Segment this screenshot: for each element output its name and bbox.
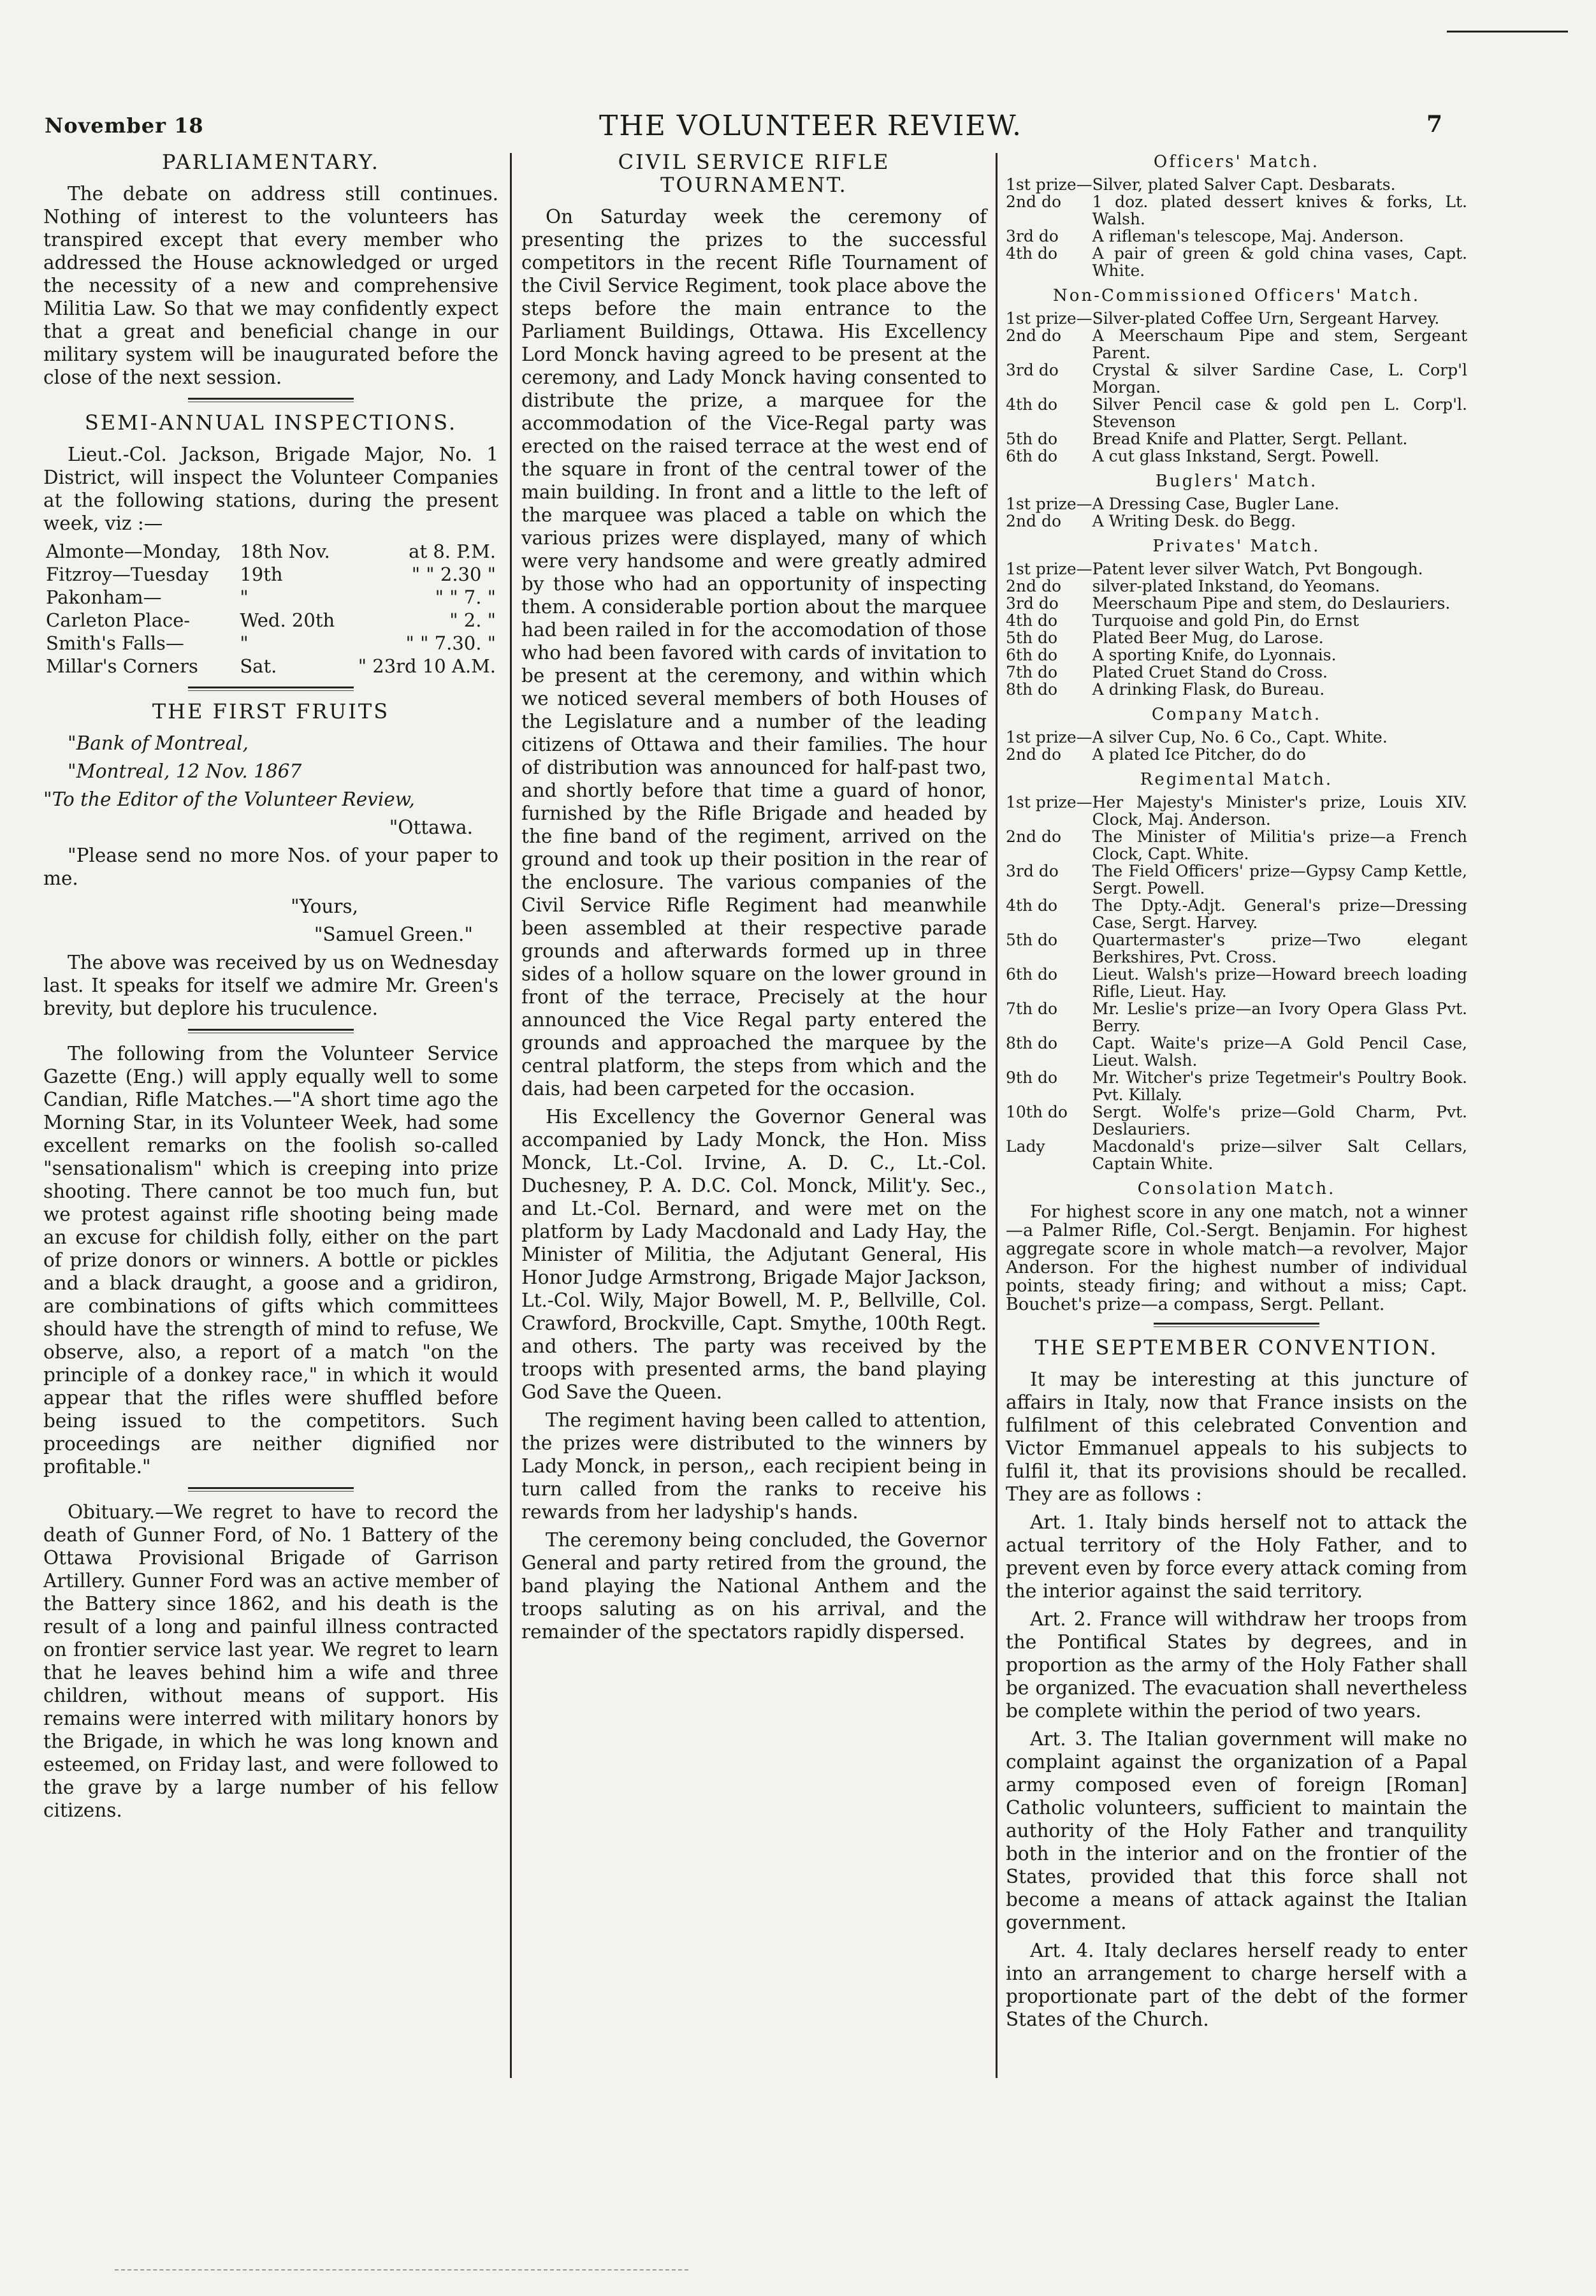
letter-line: "To the Editor of the Volunteer Review, (43, 788, 415, 810)
separator (188, 1487, 354, 1492)
match-heading: Officers' Match. (1153, 152, 1320, 171)
prize-description: Mr. Leslie's prize—an Ivory Opera Glass Pvt. Berry. (1092, 999, 1467, 1035)
column-divider-1 (510, 153, 512, 2078)
prize-rank: 2nd do (1006, 326, 1062, 345)
tournament-paragraph: The ceremony being concluded, the Governor General and party retired from the ground, the band playing the National Anthem and the troops saluting as on his arrival, and the remainder of the spectators rapidly dispersed. (521, 1529, 987, 1643)
convention-article: Art. 3. The Italian government will make no complaint against the organization of a Papal army composed even of foreign [Roman] Catholic volunteers, sufficient to maintain the authority of the Holy Father and tranquility both in the interior and on the frontier of the States, provided that this force shall not become a means of attack against the Italian government. (1006, 1728, 1467, 1933)
prize-rank: 1st prize— (1006, 175, 1092, 194)
prize-row (1006, 729, 1467, 746)
prize-rank: 6th do (1006, 965, 1058, 984)
prize-description: A silver Cup, No. 6 Co., Capt. White. (1092, 728, 1388, 746)
prize-description: A Writing Desk. do Begg. (1092, 512, 1296, 530)
prize-description: Crystal & silver Sardine Case, L. Corp'l Morgan. (1092, 361, 1467, 396)
separator (188, 1029, 354, 1033)
prize-description: Quartermaster's prize—Two elegant Berkshires, Pvt. Cross. (1092, 931, 1467, 966)
prize-lists (1006, 150, 1467, 1172)
prize-row (1006, 512, 1467, 530)
prize-description: Lieut. Walsh's prize—Howard breech loading Rifle, Lieut. Hay. (1092, 965, 1467, 1001)
prize-rank: 4th do (1006, 896, 1058, 915)
prize-rank: 10th do (1006, 1103, 1068, 1121)
prize-row (1006, 361, 1467, 396)
prize-description: Mr. Witcher's prize Tegetmeir's Poultry Book. Pvt. Killaly. (1092, 1068, 1467, 1104)
first-fruits-heading: THE FIRST FRUITS (152, 699, 390, 723)
prize-row (1006, 595, 1467, 612)
prize-row (1006, 396, 1467, 430)
schedule-row: Millar's Corners Sat. " 23rd 10 A.M. (46, 655, 496, 677)
prize-description: Meerschaum Pipe and stem, do Deslauriers. (1092, 594, 1451, 613)
prize-row (1006, 681, 1467, 698)
prize-table (1006, 176, 1467, 279)
prize-rank: 9th do (1006, 1068, 1058, 1087)
prize-rank: 1st prize— (1006, 309, 1092, 328)
prize-rank: 3rd do (1006, 361, 1059, 379)
prize-row (1006, 228, 1467, 245)
prize-description: silver-plated Inkstand, do Yeomans. (1092, 577, 1381, 595)
prize-rank: 8th do (1006, 680, 1058, 699)
prize-rank: 5th do (1006, 628, 1058, 647)
prize-row (1006, 447, 1467, 465)
prize-rank: 5th do (1006, 931, 1058, 949)
prize-row (1006, 495, 1467, 512)
prize-description: Silver Pencil case & gold pen L. Corp'l. Stevenson (1092, 395, 1467, 431)
parliamentary-heading: PARLIAMENTARY. (162, 150, 380, 174)
parliamentary-body: The debate on address still continues. Nothing of interest to the volunteers has transpired except that every member who addressed the House acknowledged or urged the necessity of a new and comprehensive Militia Law. So that we may confidently expect that a great and beneficial change in our military system will be inaugurated before the close of the next session. (43, 183, 498, 388)
schedule-row: Pakonham— " " " 7. " (46, 586, 496, 608)
schedule-row: Fitzroy—Tuesday 19th " " 2.30 " (46, 563, 496, 585)
convention-article: Art. 4. Italy declares herself ready to enter into an arrangement to charge herself with a proportionate part of the debt of the former States of the Church. (1006, 1940, 1467, 2030)
first-fruits-comment: The above was received by us on Wednesday last. It speaks for itself we admire Mr. Green's brevity, but deplore his truculence. (43, 952, 498, 1019)
prize-row (1006, 1069, 1467, 1103)
prize-row (1006, 1103, 1467, 1138)
prize-rank: 3rd do (1006, 594, 1059, 613)
prize-row (1006, 578, 1467, 595)
top-rule (1447, 31, 1568, 33)
prize-row (1006, 560, 1467, 578)
prize-row (1006, 310, 1467, 327)
letter-line: "Yours, (291, 896, 358, 917)
prize-table (1006, 310, 1467, 465)
prize-rank: 2nd do (1006, 512, 1062, 530)
prize-row (1006, 646, 1467, 664)
prize-description: Sergt. Wolfe's prize—Gold Charm, Pvt. Deslauriers. (1092, 1103, 1467, 1138)
prize-row (1006, 430, 1467, 447)
issue-date: November 18 (45, 113, 204, 138)
separator (188, 687, 354, 691)
separator (1154, 1323, 1319, 1327)
prize-rank: 2nd do (1006, 577, 1062, 595)
prize-description: A Dressing Case, Bugler Lane. (1092, 495, 1340, 513)
prize-description: A rifleman's telescope, Maj. Anderson. (1092, 227, 1404, 245)
prize-description: Plated Cruet Stand do Cross. (1092, 663, 1328, 681)
convention-heading: THE SEPTEMBER CONVENTION. (1034, 1335, 1439, 1360)
match-heading: Company Match. (1151, 705, 1322, 724)
prize-row (1006, 327, 1467, 361)
prize-row (1006, 664, 1467, 681)
prize-description: Her Majesty's Minister's prize, Louis XIV. Clock, Maj. Anderson. (1092, 793, 1467, 829)
prize-rank: 4th do (1006, 611, 1058, 630)
prize-row (1006, 176, 1467, 193)
letter-line: "Montreal, 12 Nov. 1867 (68, 760, 302, 782)
prize-row (1006, 629, 1467, 646)
prize-row (1006, 897, 1467, 931)
match-heading: Buglers' Match. (1155, 472, 1318, 491)
schedule-row: Smith's Falls— " " " 7.30. " (46, 632, 496, 654)
prize-description: Macdonald's prize—silver Salt Cellars, Captain White. (1092, 1137, 1467, 1173)
prize-row (1006, 828, 1467, 862)
inspection-schedule (43, 540, 498, 678)
prize-row (1006, 966, 1467, 1000)
prize-rank: 8th do (1006, 1034, 1058, 1052)
tournament-paragraph: His Excellency the Governor General was accompanied by Lady Monck, the Hon. Miss Monck, Lt.-Col. Irvine, A. D. C., Lt.-Col. Duchesney, P. A. D.C. Col. Monck, Milit'y. Sec., and Lt.-Col. Bernard, and were met on the platform by Lady Macdonald and Lady Hay, the Minister of Militia, the Adjutant General, His Honor Judge Armstrong, Brigade Major Jackson, Lt.-Col. Wily, Major Bowell, M. P., Bellville, Col. Crawford, Brockville, Capt. Smythe, 100th Regt. and others. The party was received by the troops with presented arms, the band playing God Save the Queen. (521, 1106, 987, 1403)
newspaper-title: THE VOLUNTEER REVIEW. (599, 110, 1023, 142)
tournament-paragraph: On Saturday week the ceremony of presenting the prizes to the successful competitors in the recent Rifle Tournament of the Civil Service Regiment, took place above the steps before the main entrance to the Parliament Buildings, Ottawa. His Excellency Lord Monck having agreed to be present at the ceremony, and Lady Monck having consented to distribute the prize, a marquee for the accommodation of the Vice-Regal party was erected on the raised terrace at the west end of the square in front of the central tower of the main building. In front and a little to the left of the marquee was placed a table on which the various prizes were displayed, many of which were very handsome and were greatly admired by those who had an opportunity of inspecting them. A considerable portion about the marquee had been railed in for the accomodation of those who had been favored with cards of invitation to be present at the ceremony, and within which we noticed several members of both Houses of the Legislature and a number of the leading citizens of Ottawa and their families. The hour of distribution was announced for half-past two, and shortly before that time a guard of honor, furnished by the Rifle Brigade and headed by the fine band of the regiment, arrived on the ground and took up their position in the rear of the enclosure. The various companies of the Civil Service Rifle Regiment had meanwhile been assembled at their respective parade grounds and afterwards formed up in three sides of a hollow square on the lower ground in front of the terrace, Precisely at the hour announced the Vice Regal party entered the grounds and approached the marquee by the central platform, the steps from which and the dais, had been carpeted for the occasion. (521, 206, 987, 1100)
prize-rank: 4th do (1006, 395, 1058, 414)
column-2 (521, 145, 987, 1648)
prize-rank: 1st prize— (1006, 560, 1092, 578)
prize-rank: 3rd do (1006, 227, 1059, 245)
prize-description: The Dpty.-Adjt. General's prize—Dressing Case, Sergt. Harvey. (1092, 896, 1467, 932)
column-divider-2 (996, 153, 998, 2078)
prize-row (1006, 612, 1467, 629)
inspections-intro: Lieut.-Col. Jackson, Brigade Major, No. 1 District, will inspect the Volunteer Companies at the following stations, during the present week, viz :— (43, 444, 498, 534)
column-3 (1006, 145, 1467, 2036)
letter-line: "Ottawa. (389, 817, 473, 838)
prize-rank: 3rd do (1006, 862, 1059, 880)
gazette-article: The following from the Volunteer Service Gazette (Eng.) will apply equally well to some Candian, Rifle Matches.—"A short time ago the Morning Star, in its Volunteer Week, had some excellent remarks on the foolish so-called "sensationalism" which is creeping into prize shooting. There cannot be too much fun, but we protest against rifle shooting being made an excuse for childish folly, either on the part of prize donors or winners. A bottle or pickles and a black draught, a goose and a gridiron, are combinations of gifts which committees should have the strength of mind to refuse, We observe, also, a report of a match "on the principle of a donkey race," in which it would appear that the rifles were shuffled before being issued to the competitors. Such proceedings are neither dignified nor profitable." (43, 1043, 498, 1478)
match-heading: Privates' Match. (1152, 537, 1321, 556)
prize-row (1006, 794, 1467, 828)
prize-row (1006, 746, 1467, 763)
prize-rank: 7th do (1006, 999, 1058, 1018)
prize-rank: 6th do (1006, 646, 1058, 664)
schedule-row: Almonte—Monday, 18th Nov. at 8. P.M. (46, 541, 496, 562)
prize-rank: 2nd do (1006, 827, 1062, 846)
prize-description: Plated Beer Mug, do Larose. (1092, 628, 1324, 647)
prize-row (1006, 862, 1467, 897)
tournament-paragraph: The regiment having been called to attention, the prizes were distributed to the winners by Lady Monck, in person,, each recipient being in turn called from the ranks to receive his rewards from her ladyship's hands. (521, 1409, 987, 1523)
prize-row (1006, 1035, 1467, 1069)
prize-description: Patent lever silver Watch, Pvt Bongough. (1092, 560, 1423, 578)
prize-rank: 1st prize— (1006, 495, 1092, 513)
prize-table (1006, 495, 1467, 530)
prize-rank: 5th do (1006, 430, 1058, 448)
consolation-heading: Consolation Match. (1137, 1179, 1336, 1198)
prize-row (1006, 931, 1467, 966)
convention-article: Art. 1. Italy binds herself not to attack the actual territory of the Holy Father, and to prevent even by force every attack coming from the interior against the said territory. (1006, 1511, 1467, 1602)
prize-rank: 1st prize— (1006, 793, 1092, 811)
prize-table (1006, 794, 1467, 1172)
prize-description: A sporting Knife, do Lyonnais. (1092, 646, 1337, 664)
prize-row (1006, 193, 1467, 228)
prize-rank: 1st prize— (1006, 728, 1092, 746)
schedule-row: Carleton Place- Wed. 20th " 2. " (46, 609, 496, 631)
prize-row (1006, 1138, 1467, 1172)
prize-description: Turquoise and gold Pin, do Ernst (1092, 611, 1360, 630)
letter-signature: "Samuel Green." (314, 924, 473, 945)
prize-description: Silver, plated Salver Capt. Desbarats. (1092, 175, 1396, 194)
separator (188, 398, 354, 402)
tournament-heading: CIVIL SERVICE RIFLE TOURNAMENT. (618, 150, 890, 197)
prize-description: A pair of green & gold china vases, Capt. White. (1092, 244, 1467, 280)
prize-rank: 7th do (1006, 663, 1058, 681)
prize-description: The Minister of Militia's prize—a French Clock, Capt. White. (1092, 827, 1467, 863)
match-heading: Non-Commissioned Officers' Match. (1053, 286, 1420, 305)
match-heading: Regimental Match. (1140, 770, 1333, 789)
letter-line: "Please send no more Nos. of your paper to me. (43, 845, 498, 889)
prize-rank: 4th do (1006, 244, 1058, 263)
letter-line: "Bank of Montreal, (68, 732, 249, 754)
prize-description: A Meerschaum Pipe and stem, Sergeant Parent. (1092, 326, 1467, 362)
prize-description: A plated Ice Pitcher, do do (1092, 745, 1306, 764)
prize-description: Bread Knife and Platter, Sergt. Pellant. (1092, 430, 1408, 448)
prize-rank: 2nd do (1006, 745, 1062, 764)
consolation-body: For highest score in any one match, not a winner—a Palmer Rifle, Col.-Sergt. Benjamin. For highest aggregate score in whole match—a revolver, Major Anderson. For the highest number of individual points, steady firing; and without a miss; Capt. Bouchet's prize—a compass, Sergt. Pellant. (1006, 1202, 1467, 1314)
prize-description: A cut glass Inkstand, Sergt. Powell. (1092, 447, 1379, 465)
convention-article: Art. 2. France will withdraw her troops from the Pontifical States by degrees, and in proportion as the army of the Holy Father shall be organized. The evacuation shall nevertheless be complete within the period of two years. (1006, 1608, 1467, 1722)
prize-description: A drinking Flask, do Bureau. (1092, 680, 1325, 699)
column-1 (43, 145, 498, 1827)
prize-description: Capt. Waite's prize—A Gold Pencil Case, Lieut. Walsh. (1092, 1034, 1467, 1070)
inspections-heading: SEMI-ANNUAL INSPECTIONS. (84, 411, 458, 435)
prize-table (1006, 560, 1467, 698)
prize-description: 1 doz. plated dessert knives & forks, Lt. Walsh. (1092, 193, 1467, 228)
prize-description: The Field Officers' prize—Gypsy Camp Kettle, Sergt. Powell. (1092, 862, 1467, 897)
bottom-rule (115, 2269, 688, 2271)
prize-row (1006, 1000, 1467, 1035)
prize-row (1006, 245, 1467, 279)
page-number: 7 (1426, 111, 1443, 138)
convention-intro: It may be interesting at this juncture of affairs in Italy, now that France insists on the fulfilment of this celebrated Convention and Victor Emmanuel appeals to his subjects to fulfil it, that its provisions should be recalled. They are as follows : (1006, 1369, 1467, 1505)
obituary: Obituary.—We regret to have to record the death of Gunner Ford, of No. 1 Battery of the Ottawa Provisional Brigade of Garrison Artillery. Gunner Ford was an active member of the Battery since 1862, and his death is the result of a long and painful illness contracted on frontier service last year. We regret to learn that he leaves behind him a wife and three children, without means of support. His remains were interred with military honors by the Brigade, in which he was long known and esteemed, on Friday last, and were followed to the grave by a large number of his fellow citizens. (43, 1501, 498, 1821)
prize-table (1006, 729, 1467, 763)
prize-rank: 2nd do (1006, 193, 1062, 211)
prize-rank: Lady (1006, 1137, 1045, 1156)
prize-description: Silver-plated Coffee Urn, Sergeant Harvey. (1092, 309, 1440, 328)
prize-rank: 6th do (1006, 447, 1058, 465)
